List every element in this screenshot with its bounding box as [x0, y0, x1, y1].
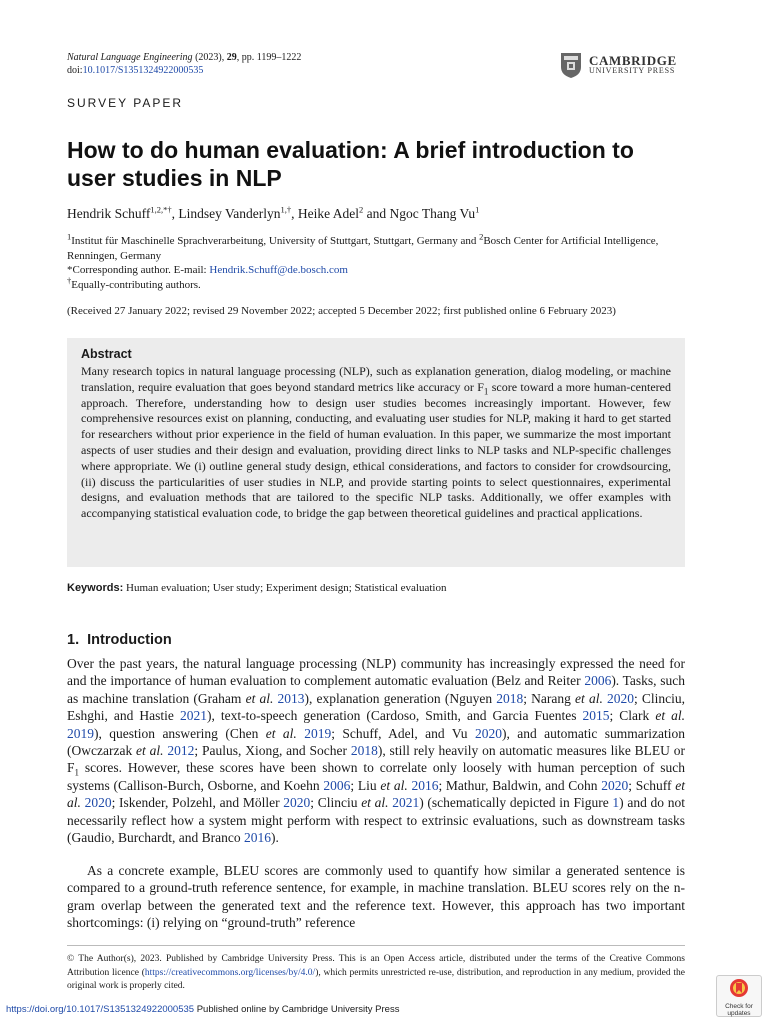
body-text: scores. However, these scores have been shown to correlate only loosely with human perception of such systems (Callison-Burch, Osborne, and Koehn [67, 760, 685, 793]
citation-link[interactable]: 2020 [474, 725, 502, 741]
body-text: ; Schuff [628, 777, 676, 793]
body-text: Over the past years, the natural language processing (NLP) community has increasingly expressed the need for and the importance of human evaluation to complement automatic evaluation (Belz and Reiter [67, 656, 685, 689]
intro-paragraph-2: As a concrete example, BLEU scores are commonly used to quantify how similar a generated sentence is compared to a ground-truth reference sentence, for example, in machine translation. BLEU scores rely on the n-gram overlap between the generated text and the reference text. However, this approach has two important shortcomings: (i) relying on “ground-truth” reference [67, 863, 685, 931]
etal-text: et al. [67, 777, 686, 811]
etal-text: et al. [380, 777, 408, 793]
citation-link[interactable]: 2006 [584, 673, 612, 689]
etal-text: et al. [575, 690, 603, 706]
paper-title: How to do human evaluation: A brief introduction to user studies in NLP [67, 137, 634, 191]
subscript: 1 [74, 768, 80, 779]
body-text: ), explanation generation (Nguyen [304, 690, 497, 706]
author-name: Heike Adel [297, 206, 359, 221]
body-text: ; Schuff, Adel, and Vu [331, 725, 475, 741]
author-affiliation-mark: 2 [358, 204, 364, 215]
crest-icon [560, 52, 582, 79]
etal-text: et al. [265, 725, 297, 741]
citation-link[interactable]: 2016 [411, 777, 439, 793]
citation-link[interactable]: 2018 [350, 743, 378, 759]
citation-link[interactable]: 2020 [283, 795, 311, 811]
citation-link[interactable]: 2019 [67, 725, 94, 741]
body-text: ; Narang [523, 690, 576, 706]
article-type: SURVEY PAPER [67, 96, 184, 110]
keywords: Keywords: Human evaluation; User study; Experiment design; Statistical evaluation [67, 582, 447, 594]
etal-text: et al. [361, 795, 389, 811]
abstract-heading: Abstract [81, 347, 132, 361]
body-text: ; Clark [609, 708, 656, 724]
author-affiliation-mark: 1,2,*† [150, 204, 172, 215]
volume: 29 [226, 52, 237, 63]
citation-link[interactable]: 2018 [496, 690, 524, 706]
affiliations: $^1$Institut für Maschinelle Sprachverarbeitung, University of Stuttgart, Stuttgart, Germany and $^2$Bosch Center for Artificial Intelligence, Renningen, Germany *Corresponding author. E-mail: Hendrik.Schuff@de.bosch.com †Equally-contributing authors. [67, 231, 659, 291]
body-text: ; Clinciu [310, 795, 362, 811]
journal-citation: Natural Language Engineering (2023), 29, pp. 1199–1222 doi:10.1017/S1351324922000535 [67, 52, 302, 76]
license-note: © The Author(s), 2023. Published by Cambridge University Press. This is an Open Access article, distributed under the terms of the Creative Commons Attribution licence (https://creativecommons.org/licenses/by/4.0/), which permits unrestricted re-use, distribution, and reproduction in any medium, provided the original work is properly cited. [67, 954, 686, 991]
publisher-subtitle: UNIVERSITY PRESS [589, 65, 676, 75]
doi-link[interactable]: 10.1017/S1351324922000535 [82, 65, 204, 76]
citation-link[interactable]: 2020 [607, 690, 634, 706]
body-text: ; Iskender, Polzehl, and Möller [111, 795, 284, 811]
cambridge-logo [560, 52, 677, 79]
section-heading: 1. Introduction [67, 632, 172, 648]
page-footer: https://doi.org/10.1017/S1351324922000535 Published online by Cambridge University Press [6, 1004, 400, 1015]
citation-link[interactable]: 2013 [277, 690, 305, 706]
author-name: Hendrik Schuff [67, 206, 151, 221]
body-text: ; Clinciu, Eshghi, and Hastie [67, 690, 686, 724]
citation-link[interactable]: 2016 [243, 830, 271, 846]
citation-link[interactable]: 2012 [167, 743, 195, 759]
body-text: ), text-to-speech generation (Cardoso, Smith, and Garcia Fuentes [206, 708, 583, 724]
body-text: ; Liu [350, 777, 381, 793]
etal-text: et al. [245, 690, 274, 706]
author-list: Hendrik Schuff$^{1,2,*\dagger}$, Lindsey Vanderlyn$^{1,\dagger}$, Heike Adel$^2$ and Ngoc Thang Vu$^1$ [67, 204, 480, 221]
body-text: ; Mathur, Baldwin, and Cohn [438, 777, 602, 793]
footer-doi-link[interactable]: https://doi.org/10.1017/S1351324922000535 [6, 1004, 195, 1015]
citation-link[interactable]: 2020 [601, 777, 629, 793]
body-text: ) (schematically depicted in Figure [419, 795, 613, 811]
citation-link[interactable]: 2021 [179, 708, 207, 724]
citation-link[interactable]: 1 [612, 795, 620, 811]
citation-link[interactable]: 2021 [392, 795, 420, 811]
journal-name: Natural Language Engineering [67, 52, 193, 63]
keywords-label: Keywords: [67, 582, 124, 594]
abstract-box [67, 338, 685, 567]
body-text: ) and do not necessarily reflect how a system might perform with respect to extrinsic evaluations, such as downstream tasks (Gaudio, Burchardt, and Branco [67, 795, 686, 846]
body-text: ), and automatic summarization (Owczarzak [67, 725, 686, 759]
check-for-updates-badge[interactable]: Check for updates [716, 975, 762, 1017]
body-text: ). Tasks, such as machine translation (Graham [67, 673, 685, 706]
intro-paragraph-1 [67, 655, 685, 846]
citation-link[interactable]: 2020 [84, 795, 112, 811]
footnote-rule [67, 945, 685, 946]
body-text: ), still rely heavily on automatic measures like BLEU or F [67, 743, 685, 776]
license-link[interactable]: https://creativecommons.org/licenses/by/4.0/ [144, 967, 316, 978]
publisher-name: CAMBRIDGE [589, 52, 677, 68]
bookmark-icon [728, 978, 750, 998]
body-text: ). [270, 830, 279, 846]
author-name: Ngoc Thang Vu [389, 206, 476, 221]
author-affiliation-mark: 1 [475, 204, 480, 215]
citation-link[interactable]: 2015 [582, 708, 610, 724]
author-affiliation-mark: 1,† [280, 204, 292, 215]
abstract-text: Many research topics in natural language processing (NLP), such as explanation generation, dialog modeling, or machine translation, require evaluation that goes beyond standard metrics like accuracy or $F_1$ score toward a more human-centered approach. Therefore, understanding how to design user studies becomes increasingly important. However, few comprehensive resources exist on planning, conducting, and evaluating user studies for NLP, making it hard to get started for researchers without prior experience in the field of human evaluation. In this paper, we summarize the most important aspects of user studies and their design and evaluation, providing direct links to NLP tasks and NLP-specific challenges where appropriate. We (i) outline general study design, ethical considerations, and factors to consider for crowdsourcing, (ii) discuss the particularities of user studies in NLP, and provide starting points to select questionnaires, experimental designs, and evaluation methods that are tailored to the specific NLP tasks. Additionally, we offer examples with accompanying statistical evaluation code, to bridge the gap between theoretical guidelines and practical applications. [81, 364, 671, 521]
etal-text: et al. [136, 743, 164, 759]
body-text: ), question answering (Chen [94, 725, 266, 741]
etal-text: et al. [655, 708, 685, 724]
citation-link[interactable]: 2006 [323, 777, 351, 793]
citation-link[interactable]: 2019 [304, 725, 332, 741]
body-text: ; Paulus, Xiong, and Socher [194, 743, 351, 759]
publication-dates: (Received 27 January 2022; revised 29 November 2022; accepted 5 December 2022; first published online 6 February 2023) [67, 305, 616, 317]
email-link[interactable]: Hendrik.Schuff@de.bosch.com [209, 264, 348, 276]
author-name: Lindsey Vanderlyn [178, 206, 281, 221]
